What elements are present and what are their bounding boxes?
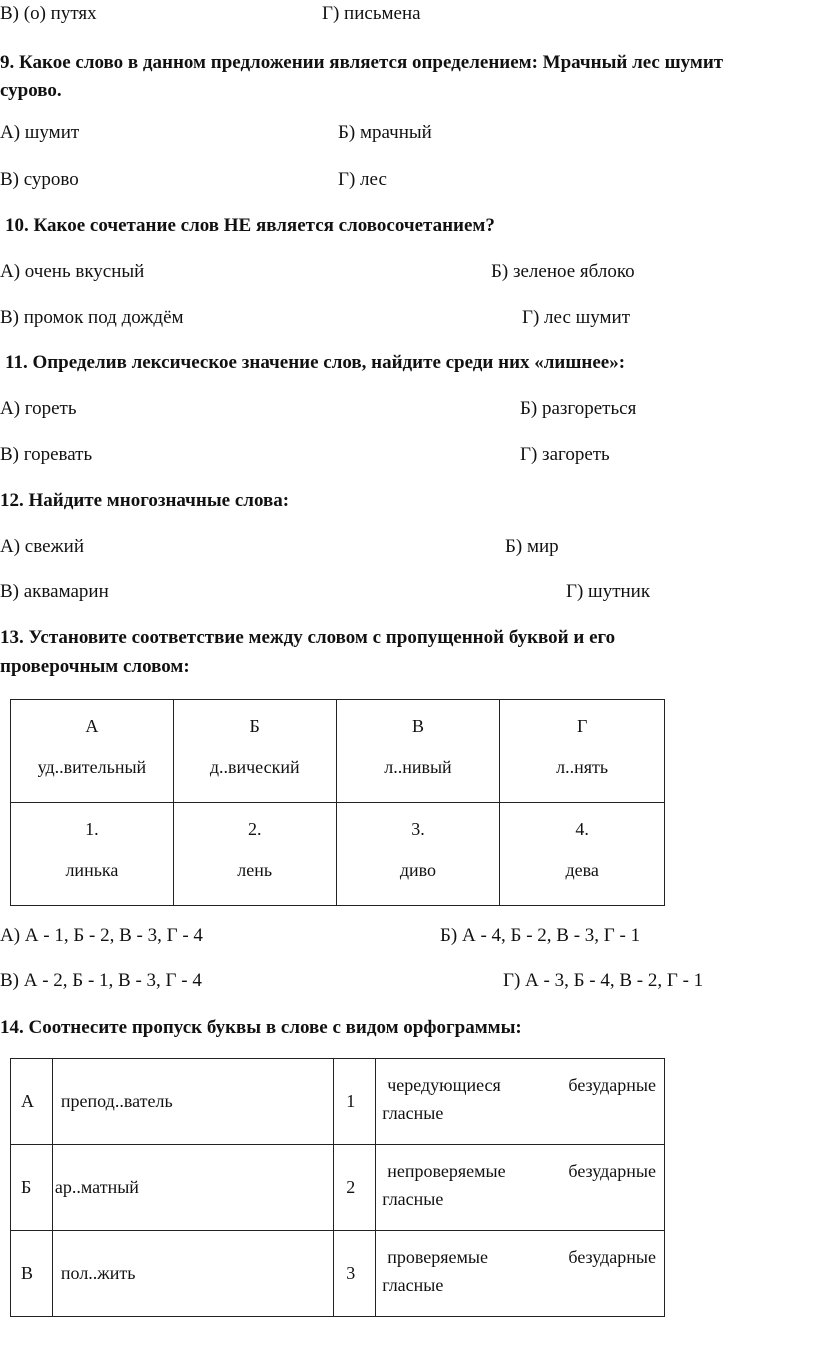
q9-option-a: А) шумит (0, 122, 80, 143)
q13-option-a: А) А - 1, Б - 2, В - 3, Г - 4 (0, 925, 203, 946)
q13-option-v: В) А - 2, Б - 1, В - 3, Г - 4 (0, 970, 202, 991)
q11-option-b: Б) разгореться (520, 398, 637, 419)
cell-word: лень (237, 860, 273, 880)
table-cell (11, 803, 174, 906)
cell-number: 2. (247, 819, 262, 839)
row-number: 2 (334, 1145, 376, 1231)
q9-title-line2: сурово. (0, 80, 62, 101)
q12-option-b: Б) мир (505, 536, 559, 557)
q11-option-a: А) гореть (0, 398, 77, 419)
q10-option-g: Г) лес шумит (522, 307, 631, 328)
q9-option-g: Г) лес (338, 169, 387, 190)
type-word-1: проверяемые (387, 1247, 488, 1267)
row-word: препод..ватель (52, 1059, 333, 1145)
table-cell (500, 700, 665, 803)
row-number: 3 (334, 1231, 376, 1317)
row-word: пол..жить (52, 1231, 333, 1317)
type-word-3: гласные (382, 1275, 444, 1295)
q10-title: 10. Какое сочетание слов НЕ является словосочетанием? (5, 215, 495, 236)
cell-word: дева (565, 860, 599, 880)
cell-number: 3. (411, 819, 425, 839)
row-number: 1 (334, 1059, 376, 1145)
q9-option-b: Б) мрачный (338, 122, 432, 143)
table-cell (336, 803, 500, 906)
q13-title-line2: проверочным словом: (0, 656, 190, 677)
type-word-3: гласные (382, 1189, 444, 1209)
cell-number: 1. (85, 819, 99, 839)
row-type (376, 1145, 665, 1231)
cell-letter: Б (249, 716, 260, 736)
cell-word: диво (399, 860, 437, 880)
type-word-3: гласные (382, 1103, 444, 1123)
q13-title-line1: 13. Установите соответствие между словом с пропущенной буквой и его (0, 627, 616, 648)
cell-number: 4. (575, 819, 589, 839)
table-cell (11, 700, 174, 803)
q12-option-v: В) аквамарин (0, 581, 109, 602)
table-row (11, 803, 665, 906)
q10-option-a: А) очень вкусный (0, 261, 145, 282)
row-type (376, 1231, 665, 1317)
q14-title: 14. Соотнесите пропуск буквы в слове с видом орфограммы: (0, 1017, 522, 1038)
table-cell (500, 803, 665, 906)
row-letter: Б (11, 1145, 53, 1231)
cell-letter: В (411, 716, 424, 736)
q13-option-b: Б) А - 4, Б - 2, В - 3, Г - 1 (440, 925, 641, 946)
type-word-2: безударные (568, 1075, 656, 1095)
q11-title: 11. Определив лексическое значение слов, найдите среди них «лишнее»: (5, 352, 626, 373)
cell-letter: Г (576, 716, 588, 736)
q12-option-a: А) свежий (0, 536, 84, 557)
q8-option-g: Г) письмена (322, 3, 421, 24)
type-word-1: чередующиеся (387, 1075, 501, 1095)
q13-option-g: Г) А - 3, Б - 4, В - 2, Г - 1 (503, 970, 704, 991)
table-cell (173, 700, 336, 803)
cell-word: л..нять (556, 757, 609, 777)
table-row (11, 1059, 665, 1145)
cell-letter: А (85, 716, 99, 736)
type-word-2: безударные (568, 1247, 656, 1267)
q11-option-v: В) горевать (0, 444, 93, 465)
q12-title: 12. Найдите многозначные слова: (0, 490, 290, 511)
table-row (11, 700, 665, 803)
q9-title-line1: 9. Какое слово в данном предложении является определением: Мрачный лес шумит (0, 52, 724, 73)
q14-orthogram-table (10, 1058, 665, 1317)
row-word: ар..матный (52, 1145, 333, 1231)
type-word-2: безударные (568, 1161, 656, 1181)
type-word-1: непроверяемые (387, 1161, 506, 1181)
q10-option-v: В) промок под дождём (0, 307, 184, 328)
cell-word: л..нивый (384, 757, 452, 777)
row-letter: В (11, 1231, 53, 1317)
q13-matching-table (10, 699, 665, 906)
q9-option-v: В) сурово (0, 169, 79, 190)
cell-word: уд..вительный (37, 757, 147, 777)
row-letter: А (11, 1059, 53, 1145)
table-row (11, 1145, 665, 1231)
table-cell (336, 700, 500, 803)
cell-word: линька (65, 860, 119, 880)
row-type (376, 1059, 665, 1145)
table-row (11, 1231, 665, 1317)
table-cell (173, 803, 336, 906)
q12-option-g: Г) шутник (566, 581, 651, 602)
q8-option-v: В) (о) путях (0, 3, 97, 24)
q10-option-b: Б) зеленое яблоко (491, 261, 635, 282)
cell-word: д..вический (209, 757, 300, 777)
q11-option-g: Г) загореть (520, 444, 610, 465)
